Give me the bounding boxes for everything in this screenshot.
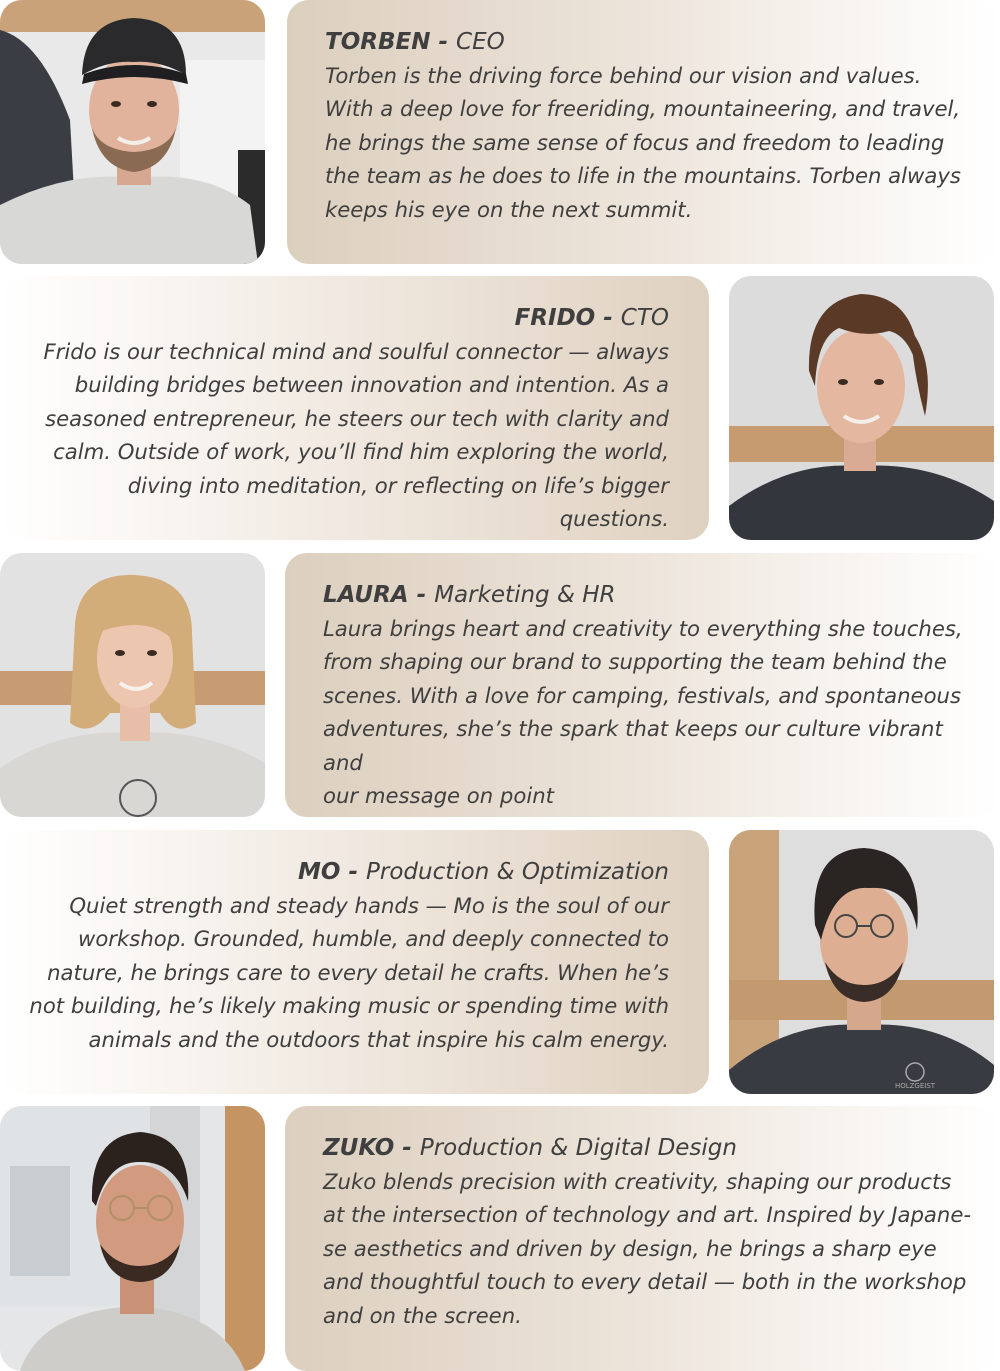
team-card-zuko [285,1106,1000,1371]
member-role: Production & Optimization [366,859,669,885]
member-bio: Laura brings heart and creativity to everything she touches, from shaping our brand to supporting the team behind the scenes. With a love for camping, festivals, and spontaneous adventures, she’s the spark that keeps our culture vibrant and our message on point [323,616,963,809]
team-heading-laura [323,580,980,610]
portrait-zuko-image [0,1106,265,1371]
member-role: CTO [620,305,669,331]
portrait-torben-image [0,0,265,264]
portrait-frido-image [729,276,994,540]
member-role: Production & Digital Design [419,1135,737,1161]
member-name: FRIDO [514,305,596,331]
team-heading-frido [14,303,669,333]
portrait-laura-image [0,553,265,817]
team-heading-zuko [323,1133,980,1163]
portrait-zuko-photo [0,1106,265,1371]
member-role: Marketing & HR [434,582,616,608]
member-name: ZUKO [323,1135,395,1161]
team-card-mo [0,830,709,1094]
portrait-mo-image [729,830,994,1094]
name-role-separator: - [408,582,435,608]
team-heading-torben [325,27,980,57]
member-bio: Quiet strength and steady hands — Mo is the soul of our workshop. Grounded, humble, and deeply connected to nature, he brings care to every detail he crafts. When he’s not building, he’s likely making music or spending time with animals and the outdoors that inspire his calm energy. [29,893,669,1052]
name-role-separator: - [595,305,621,331]
team-heading-mo [14,857,669,887]
portrait-laura-photo [0,553,265,817]
team-card-frido [0,276,709,540]
portrait-frido-photo [729,276,994,540]
member-name: MO [298,859,341,885]
member-bio: Zuko blends precision with creativity, shaping our products at the intersection of technology and art. Inspired by Japane- se aesthetics and driven by design, he brings a sharp eye and thoughtful touch to every detail — both in the workshop and on the screen. [323,1169,972,1328]
member-bio: Torben is the driving force behind our vision and values. With a deep love for freeriding, mountaineering, and travel, he brings the same sense of focus and freedom to leading the team as he does to life in the mountains. Torben always keeps his eye on the next summit. [325,63,961,222]
name-role-separator: - [340,859,367,885]
member-name: TORBEN [325,29,431,55]
portrait-mo-photo [729,830,994,1094]
member-bio: Frido is our technical mind and soulful connector — always building bridges between innovation and intention. As a seasoned entrepreneur, he steers our tech with clarity and calm. Outside of work, you’ll find him exploring the world, diving into meditation, or reflecting on life’s bigger questions. [43,339,669,532]
shirt-logo-text: HOLZGEIST [894,1082,936,1090]
member-role: CEO [456,29,505,55]
member-name: LAURA [323,582,409,608]
name-role-separator: - [394,1135,420,1161]
name-role-separator: - [430,29,457,55]
team-card-laura [285,553,1000,817]
portrait-torben-photo [0,0,265,264]
team-card-torben [287,0,1000,264]
